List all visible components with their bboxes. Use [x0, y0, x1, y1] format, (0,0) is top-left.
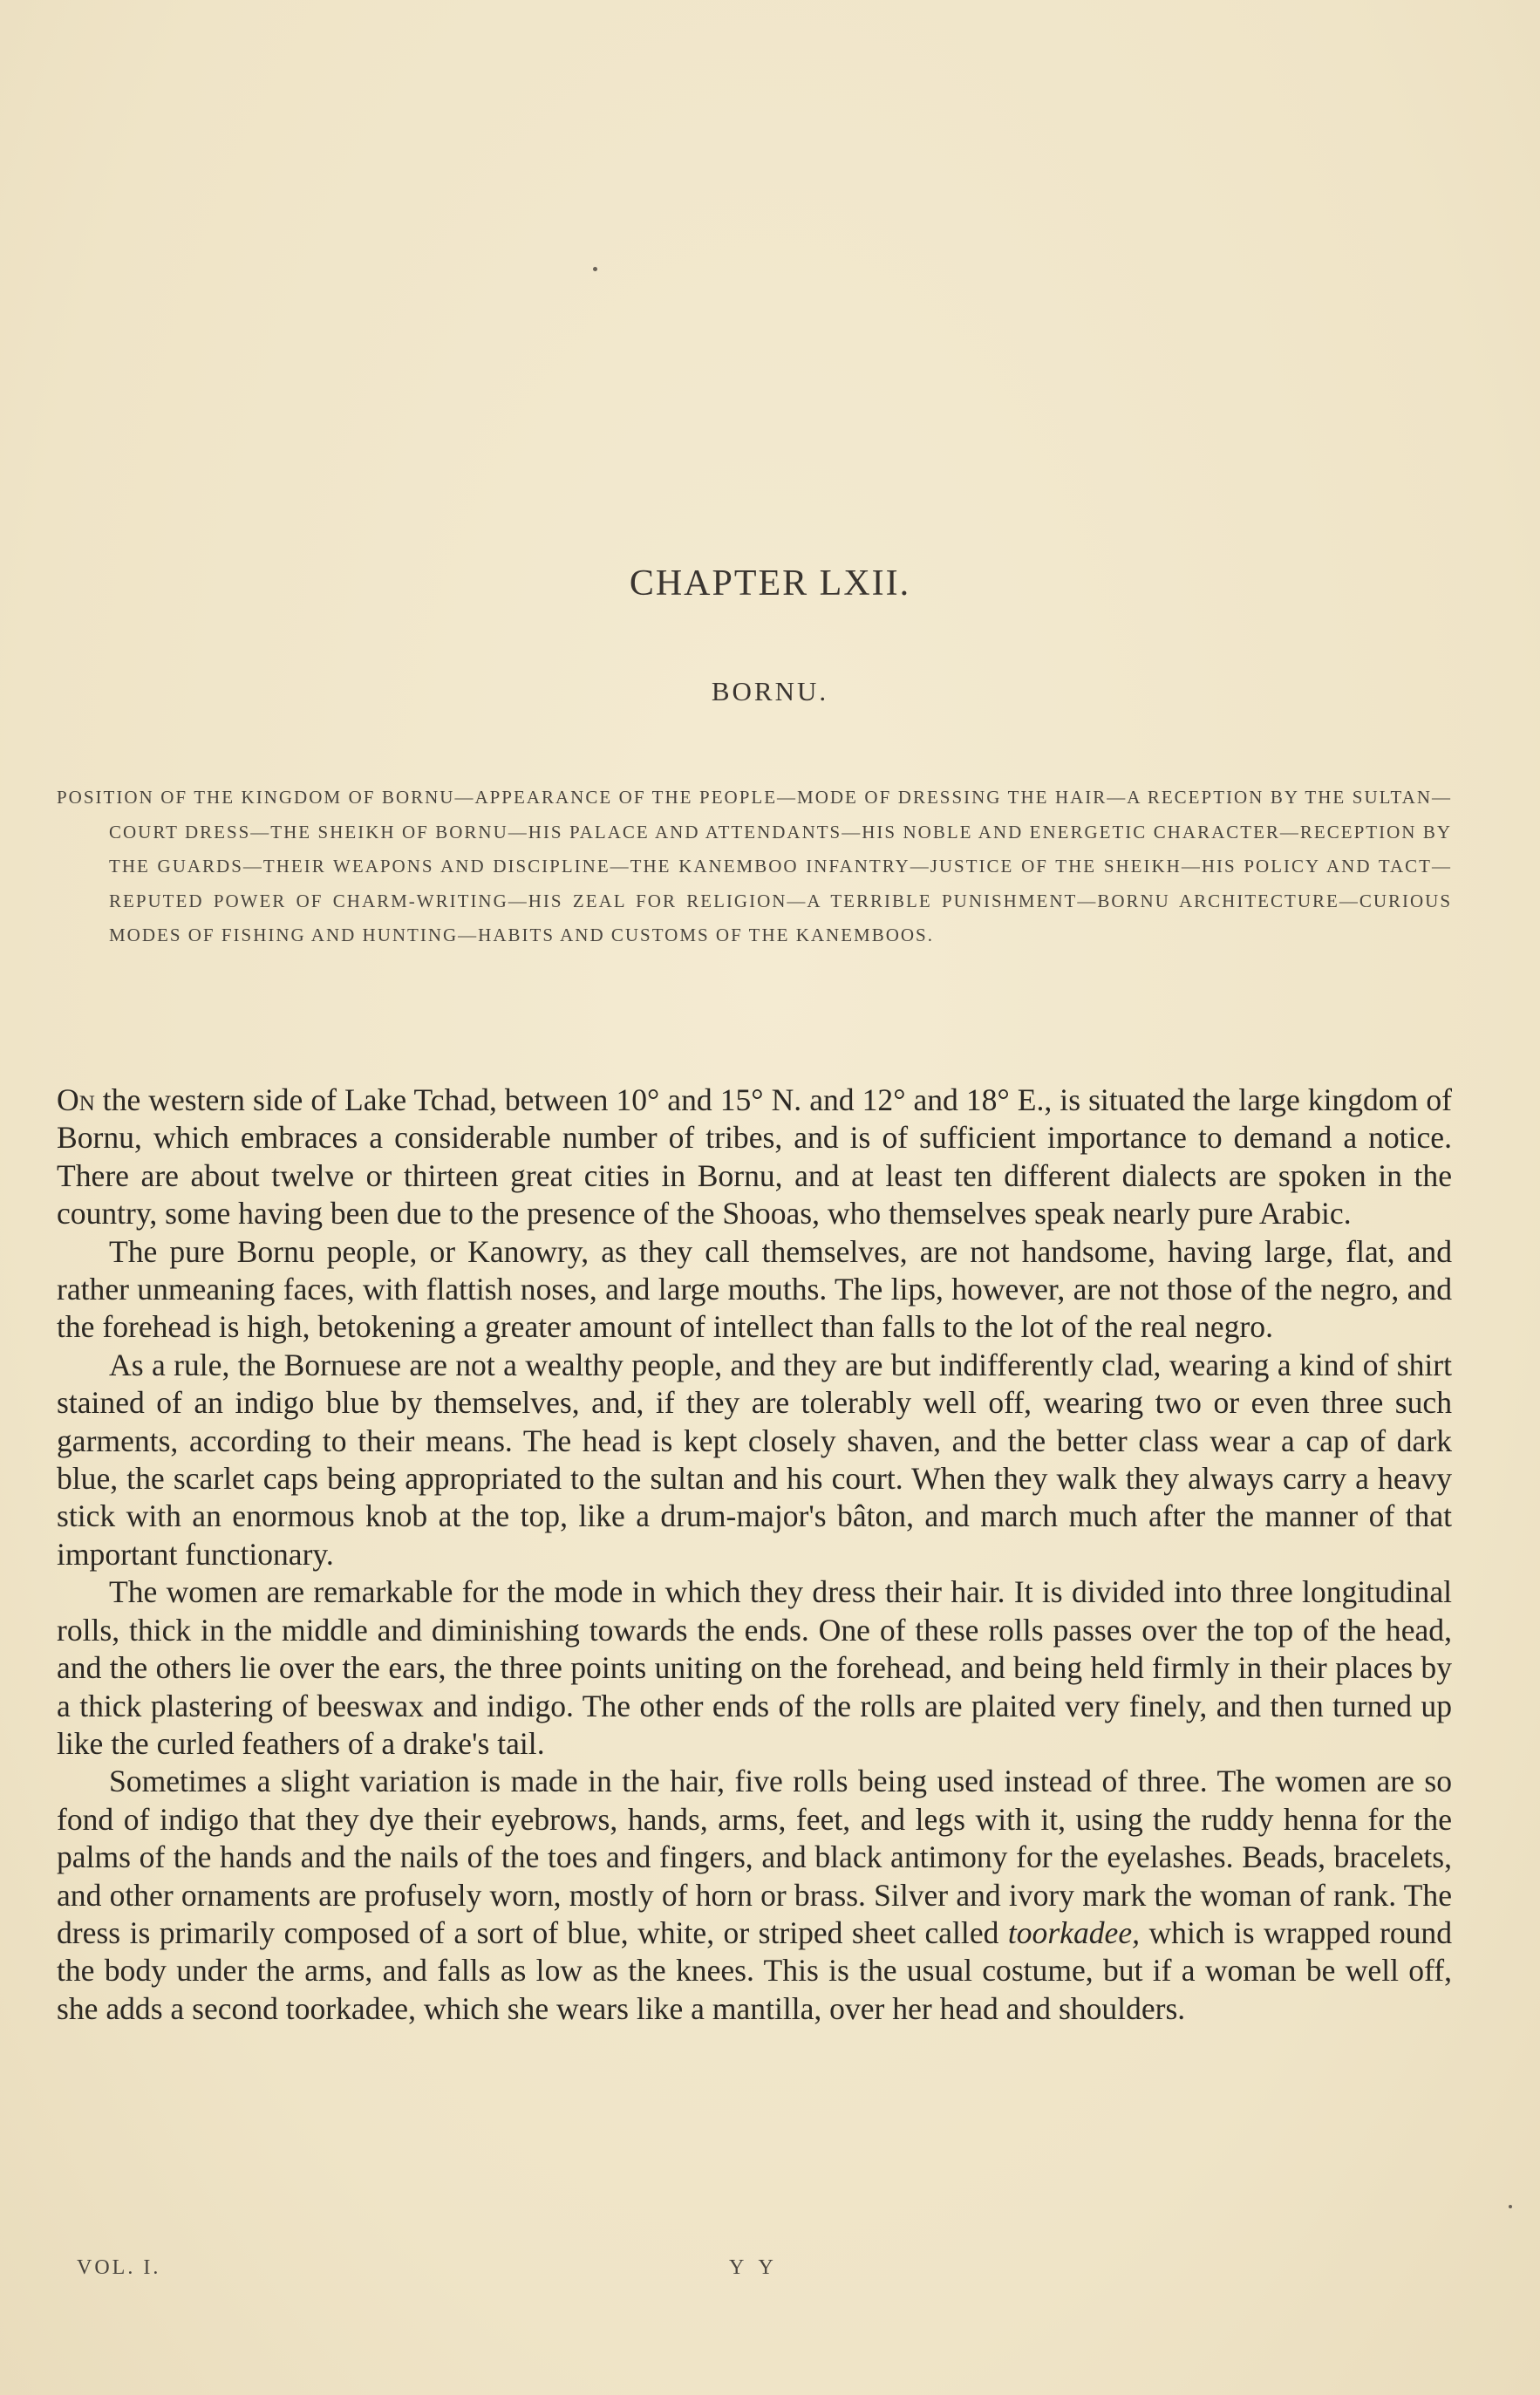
paragraph	[57, 1082, 1452, 1233]
paragraph-text: which is wrapped round the body under the arms, and falls as low as the knees. This is the usual costume, but if a woman be well off, she adds a second toorkadee, which she wears like a mantilla, over her head and shoulders.	[57, 1914, 1452, 2026]
lead-word: On	[57, 1082, 95, 1117]
paragraph-text: Sometimes a slight variation is made in the hair, five rolls being used instead of three. The women are so fond of indigo that they dye their eyebrows, hands, arms, feet, and legs with it, using the ruddy henna for the palms of the hands and the nails of the toes and fingers, and black antimony for the eyelashes. Beads, bracelets, and other ornaments are profusely worn, mostly of horn or brass. Silver and ivory mark the woman of rank. The dress is primarily composed of a sort of blue, white, or striped sheet called	[57, 1764, 1452, 1950]
chapter-synopsis	[57, 781, 1452, 953]
paragraph: The pure Bornu people, or Kanowry, as they call themselves, are not handsome, having large, flat, and rather unmeaning faces, with flattish noses, and large mouths. The lips, however, are not those of the negro, and the forehead is high, betokening a greater amount of intellect than falls to the lot of the real negro.	[57, 1233, 1452, 1345]
paragraph-text: the western side of Lake Tchad, between 10° and 15° N. and 12° and 18° E., is situated the large kingdom of Bornu, which embraces a considerable number of tribes, and is of sufficient importance to demand a notice. There are about twelve or thirteen great cities in Bornu, and at least ten different dialects are spoken in the country, some having been due to the presence of the Shooas, who themselves speak nearly pure Arabic.	[57, 1082, 1452, 1232]
ink-speck	[593, 267, 597, 271]
paragraph: The women are remarkable for the mode in which they dress their hair. It is divided into three longitudinal rolls, thick in the middle and diminishing towards the ends. One of these rolls passes over the top of the head, and the others lie over the ears, the three points uniting on the forehead, and being held firmly in their places by a thick plastering of beeswax and indigo. The other ends of the rolls are plaited very finely, and then turned up like the curled feathers of a drake's tail.	[57, 1574, 1452, 1761]
italic-term: toorkadee,	[1007, 1914, 1141, 1950]
volume-number: VOL. I.	[77, 2256, 161, 2279]
chapter-heading: CHAPTER LXII.	[629, 563, 911, 604]
signature-mark: Y Y	[729, 2256, 779, 2279]
paragraph	[57, 1763, 1452, 2028]
ink-speck	[1509, 2205, 1512, 2208]
paragraph: As a rule, the Bornuese are not a wealthy people, and they are but indifferently clad, wearing a kind of shirt stained of an indigo blue by themselves, and, if they are tolerably well off, wearing two or even three such garments, according to their means. The head is kept closely shaven, and the better class wear a cap of dark blue, the scarlet caps being appropriated to the sultan and his court. When they walk they always carry a heavy stick with an enormous knob at the top, like a drum-major's bâton, and march much after the manner of that important functionary.	[57, 1347, 1452, 1572]
synopsis-text: POSITION OF THE KINGDOM OF BORNU—APPEARANCE OF THE PEOPLE—MODE OF DRESSING THE HAIR—A RECEPTION BY THE SULTAN—COURT DRESS—THE SHEIKH OF BORNU—HIS PALACE AND ATTENDANTS—HIS NOBLE AND ENERGETIC CHARACTER—RECEPTION BY THE GUARDS—THEIR WEAPONS AND DISCIPLINE—THE KANEMBOO INFANTRY—JUSTICE OF THE SHEIKH—HIS POLICY AND TACT—REPUTED POWER OF CHARM-WRITING—HIS ZEAL FOR RELIGION—A TERRIBLE PUNISHMENT—BORNU ARCHITECTURE—CURIOUS MODES OF FISHING AND HUNTING—HABITS AND CUSTOMS OF THE KANEMBOOS.	[57, 787, 1452, 945]
body-text	[57, 1082, 1452, 2028]
section-heading: BORNU.	[711, 676, 829, 706]
